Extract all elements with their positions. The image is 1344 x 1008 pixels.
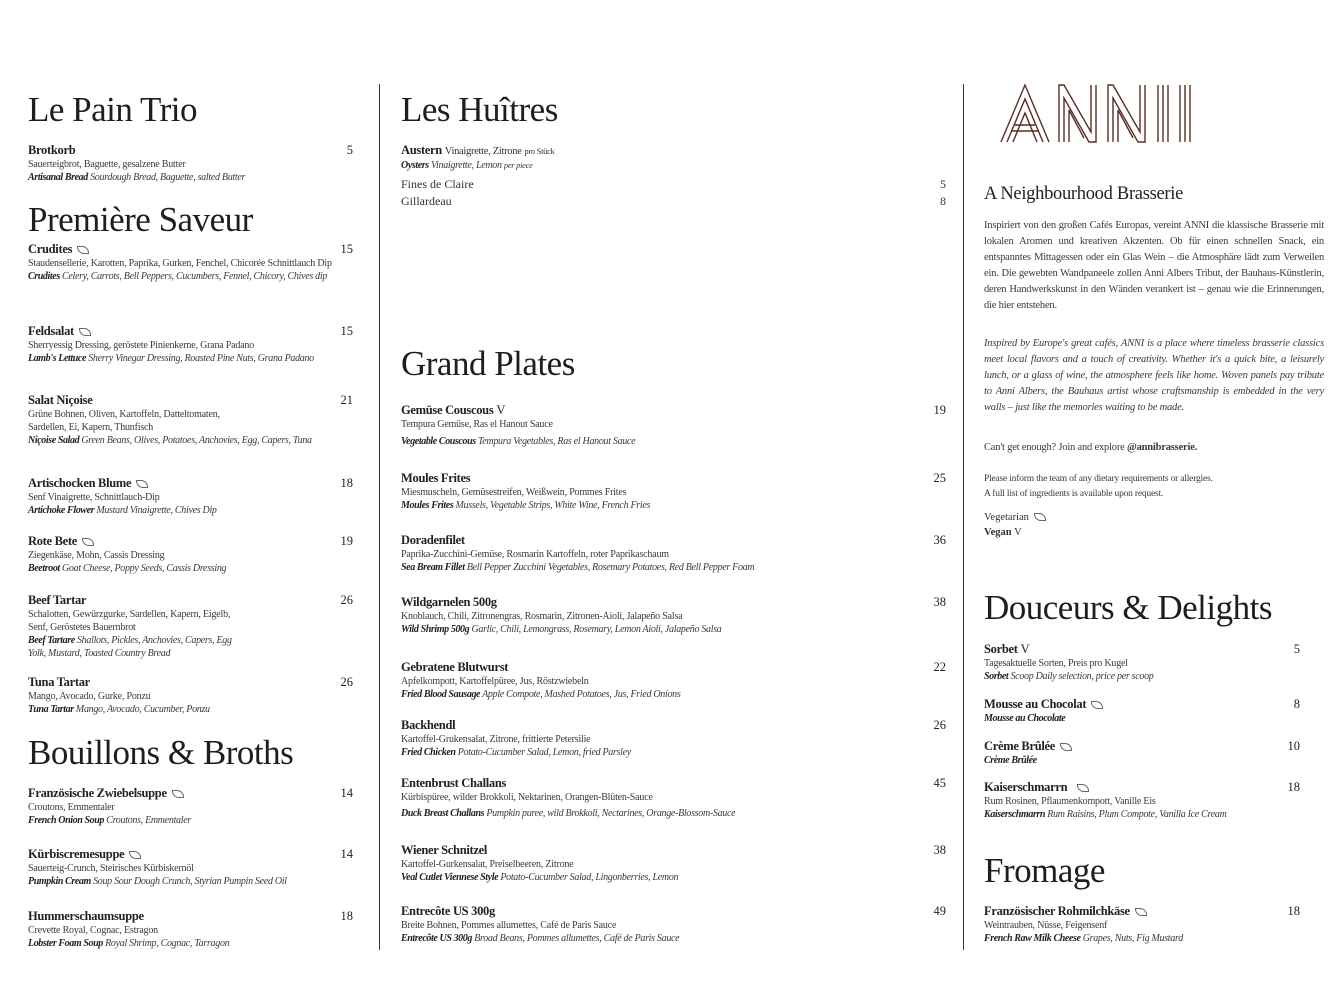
item-description-en: Artichoke Flower Mustard Vinaigrette, Chives Dip: [28, 505, 217, 516]
item-price: 22: [933, 660, 946, 674]
item-description-de: Miesmuscheln, Gemüsestreifen, Weißwein, Pommes Frites: [401, 487, 627, 498]
item-name: Kürbiscremesuppe: [28, 847, 353, 862]
item-price: 26: [340, 675, 353, 689]
item-price: 14: [340, 786, 353, 800]
item-description-de: Tagesaktuelle Sorten, Preis pro Kugel: [984, 658, 1128, 669]
item-description-en: Mousse au Chocolate: [984, 713, 1066, 724]
item-price: 14: [340, 847, 353, 861]
vegetarian-leaf-icon: [172, 790, 184, 798]
item-price: 18: [1287, 780, 1300, 794]
item-name: Gemüse Couscous V: [401, 403, 506, 417]
item-name: Entrecôte US 300g: [401, 904, 495, 918]
item-description-en: Sea Bream Fillet Bell Pepper Zucchini Vegetables, Rosemary Potatoes, Red Bell Pepper Foam: [401, 562, 755, 573]
column-divider-left: [379, 84, 380, 950]
item-name: Kaiserschmarrn: [984, 780, 1300, 795]
allergy-notice: Please inform the team of any dietary requirements or allergies. A full list of ingredients is available upon request.: [984, 474, 1213, 499]
item-price: 19: [340, 534, 353, 548]
item-price: 18: [340, 909, 353, 923]
section-title-cheese: Fromage: [984, 851, 1105, 890]
menu-item-blutwurst: [401, 660, 946, 701]
item-description-en: Veal Cutlet Viennese Style Potato-Cucumber Salad, Lingonberries, Lemon: [401, 872, 679, 883]
vegetarian-leaf-icon: [77, 246, 89, 254]
item-name: Sorbet V: [984, 642, 1030, 656]
item-description-de: Sauerteig-Crunch, Steirisches Kürbiskernöl: [28, 863, 194, 874]
item-description-de: Mango, Avocado, Gurke, Ponzu: [28, 691, 151, 702]
menu-item-brotkorb: [28, 143, 353, 184]
item-description-en: Niçoise Salad Green Beans, Olives, Potatoes, Anchovies, Egg, Capers, Tuna: [28, 435, 312, 446]
vegetarian-leaf-icon: [1060, 743, 1072, 751]
item-price: 21: [340, 393, 353, 407]
section-title-starters: Première Saveur: [28, 200, 253, 239]
item-name: Feldsalat: [28, 324, 353, 339]
menu-item-moules-frites: [401, 471, 946, 512]
item-name: Hummerschaumsuppe: [28, 909, 144, 923]
vegetarian-leaf-icon: [1135, 908, 1147, 916]
middle-column: [401, 0, 946, 1008]
section-title-oysters: Les Huîtres: [401, 90, 558, 129]
menu-item-crudites: [28, 242, 353, 283]
menu-item-rohmilchkaese: [984, 904, 1300, 945]
item-name: Mousse au Chocolat: [984, 697, 1300, 712]
item-price: 45: [933, 776, 946, 790]
item-name: Salat Niçoise: [28, 393, 93, 407]
item-price: 15: [340, 242, 353, 256]
item-description-de: Crevette Royal, Cognac, Estragon: [28, 925, 158, 936]
menu-item-beef-tartar: [28, 593, 353, 660]
item-description-en: Crudites Celery, Carrots, Bell Peppers, Cucumbers, Fennel, Chicory, Chives dip: [28, 271, 328, 282]
item-description-de: Tempura Gemüse, Ras el Hanout Sauce: [401, 419, 553, 430]
item-description-en: Crème Brûlée: [984, 755, 1037, 766]
vegetarian-leaf-icon: [1091, 701, 1103, 709]
item-description-en: Beef Tartare Shallots, Pickles, Anchovies, Capers, Egg Yolk, Mustard, Toasted Country Bread: [28, 635, 232, 659]
item-description-en: Entrecôte US 300g Broad Beans, Pommes allumettes, Café de Paris Sauce: [401, 933, 680, 944]
left-column: [28, 0, 353, 1008]
oyster-option-gillardeau: Gillardeau 8: [401, 194, 946, 208]
menu-item-wiener-schnitzel: [401, 843, 946, 884]
item-description-en: Moules Frites Mussels, Vegetable Strips, White Wine, French Fries: [401, 500, 651, 511]
item-description-en: Fried Blood Sausage Apple Compote, Mashed Potatoes, Jus, Fried Onions: [401, 689, 681, 700]
vegetarian-leaf-icon: [1077, 784, 1089, 792]
section-title-desserts: Douceurs & Delights: [984, 588, 1272, 627]
item-price: 18: [340, 476, 353, 490]
menu-item-rote-bete: [28, 534, 353, 575]
item-description-de: Knoblauch, Chili, Zitronengras, Rosmarin, Zitronen-Aioli, Jalapeño Salsa: [401, 611, 683, 622]
item-price: 26: [933, 718, 946, 732]
item-name: Doradenfilet: [401, 533, 465, 547]
section-title-grand-plates: Grand Plates: [401, 344, 575, 383]
item-price: 18: [1287, 904, 1300, 918]
menu-item-tuna-tartar: [28, 675, 353, 716]
item-name: Beef Tartar: [28, 593, 87, 607]
legend-vegetarian: Vegetarian: [984, 510, 1046, 525]
oyster-option-fines-de-claire: Fines de Claire 5: [401, 177, 946, 191]
item-price: 49: [933, 904, 946, 918]
item-description-en: Artisanal Bread Sourdough Bread, Baguette, salted Butter: [28, 172, 246, 183]
menu-item-wildgarnelen: [401, 595, 946, 636]
item-price: 8: [1293, 697, 1300, 711]
item-description-en: Duck Breast Challans Pumpkin puree, wild Brokkoli, Nectarines, Orange-Blossom-Sauce: [401, 808, 736, 819]
item-description-de: Apfelkompott, Kartoffelpüree, Jus, Röstzwiebeln: [401, 676, 589, 687]
right-column: [984, 0, 1324, 1008]
item-name: Wiener Schnitzel: [401, 843, 488, 857]
item-price: 10: [1287, 739, 1300, 753]
item-description-en: Tuna Tartar Mango, Avocado, Cucumber, Ponzu: [28, 704, 210, 715]
item-description-en: Beetroot Goat Cheese, Poppy Seeds, Cassis Dressing: [28, 563, 227, 574]
item-description-en: Wild Shrimp 500g Garlic, Chili, Lemongrass, Rosemary, Lemon Aioli, Jalapeño Salsa: [401, 624, 722, 635]
social-line: Can't get enough? Join and explore @annibrasserie.: [984, 442, 1198, 453]
item-name: Crème Brûlée: [984, 739, 1300, 754]
vegetarian-leaf-icon: [82, 538, 94, 546]
item-description-de: Schalotten, Gewürzgurke, Sardellen, Kapern, Eigelb, Senf, Geröstetes Bauernbrot: [28, 609, 231, 633]
item-price: 15: [340, 324, 353, 338]
section-title-soups: Bouillons & Broths: [28, 733, 294, 772]
brand-tagline: A Neighbourhood Brasserie: [984, 184, 1184, 204]
item-name: Backhendl: [401, 718, 456, 732]
instagram-handle-link[interactable]: @annibrasserie.: [1127, 442, 1198, 453]
menu-item-entrecote: [401, 904, 946, 945]
menu-item-backhendl: [401, 718, 946, 759]
menu-item-artischocken: [28, 476, 353, 517]
intro-text-de: Inspiriert von den großen Cafés Europas, vereint ANNI die klassische Brasserie mit lokalen Aromen und kreativen Akzenten. Ob für einen schnellen Snack, ein entspanntes Mittagessen oder ein Glas Wein – die Atmosphäre lädt zum Verweilen ein. Die gewebten Wandpaneele zollen Anni Albers Tribut, der Bauhaus-Künstlerin, deren Handwerkskunst in den Wänden verankert ist – genau wie die Erinnerungen, die hier entstehen.: [984, 220, 1324, 311]
item-name: Französischer Rohmilchkäse: [984, 904, 1300, 919]
vegetarian-leaf-icon: [136, 480, 148, 488]
item-description-en: Kaiserschmarrn Rum Raisins, Plum Compote, Vanilla Ice Cream: [984, 809, 1227, 820]
item-name: Moules Frites: [401, 471, 471, 485]
item-price: 25: [933, 471, 946, 485]
item-description-de: Kürbispüree, wilder Brokkoli, Nektarinen, Orangen-Blüten-Sauce: [401, 792, 653, 803]
item-name: Wildgarnelen 500g: [401, 595, 497, 609]
item-description-de: Paprika-Zucchini-Gemüse, Rosmarin Kartoffeln, roter Paprikaschaum: [401, 549, 669, 560]
item-description-en: Vegetable Couscous Tempura Vegetables, Ras el Hanout Sauce: [401, 436, 636, 447]
item-description-en: French Onion Soup Croutons, Emmentaler: [28, 815, 191, 826]
menu-item-sorbet: [984, 642, 1300, 683]
menu-item-doradenfilet: [401, 533, 946, 574]
menu-item-kaiserschmarrn: [984, 780, 1300, 821]
item-description-de: Kartoffel-Grukensalat, Zitrone, frittierte Petersilie: [401, 734, 591, 745]
item-price: 19: [933, 403, 946, 417]
item-description-de: Ziegenkäse, Mohn, Cassis Dressing: [28, 550, 165, 561]
menu-item-kuerbiscremesuppe: [28, 847, 353, 888]
item-description-en: Oysters Vinaigrette, Lemon per piece: [401, 160, 533, 171]
vegetarian-leaf-icon: [79, 328, 91, 336]
item-description-de: Kartoffel-Gurkensalat, Preiselbeeren, Zitrone: [401, 859, 574, 870]
item-price: 36: [933, 533, 946, 547]
menu-item-zwiebelsuppe: [28, 786, 353, 827]
item-description-en: Lobster Foam Soup Royal Shrimp, Cognac, Tarragon: [28, 938, 230, 949]
item-price: 38: [933, 843, 946, 857]
item-description-en: Sorbet Scoop Daily selection, price per scoop: [984, 671, 1154, 682]
item-description-de: Staudensellerie, Karotten, Paprika, Gurken, Fenchel, Chicorée Schnittlauch Dip: [28, 258, 332, 269]
anni-logo: [998, 82, 1223, 144]
item-description-de: Sauerteigbrot, Baguette, gesalzene Butter: [28, 159, 186, 170]
item-price: 5: [346, 143, 353, 157]
item-description-en: French Raw Milk Cheese Grapes, Nuts, Fig Mustard: [984, 933, 1183, 944]
vegetarian-leaf-icon: [129, 851, 141, 859]
item-name: Rote Bete: [28, 534, 353, 549]
item-description-en: Pumpkin Cream Soup Sour Dough Crunch, Styrian Pumpin Seed Oil: [28, 876, 287, 887]
menu-item-mousse: [984, 697, 1300, 725]
intro-text-en: Inspired by Europe's great cafés, ANNI is a place where timeless brasserie classics meet local flavors and a touch of creativity. Whether it's a quick bite, a leisurely lunch, or a glass of wine, the atmosphere feels like home. Woven panels pay tribute to Anni Albers, the Bauhaus artist whose craftsmanship is embedded in the very walls – just like the memories waiting to be made.: [984, 338, 1324, 413]
menu-item-austern: [401, 143, 946, 172]
item-description-en: Lamb's Lettuce Sherry Vinegar Dressing, Roasted Pine Nuts, Grana Padano: [28, 353, 314, 364]
item-name: Artischocken Blume: [28, 476, 353, 491]
item-description-de: Sherryessig Dressing, geröstete Pinienkerne, Grana Padano: [28, 340, 255, 351]
item-name: Tuna Tartar: [28, 675, 90, 689]
menu-item-couscous: [401, 403, 946, 448]
item-description-de: Grüne Bohnen, Oliven, Kartoffeln, Datteltomaten, Sardellen, Ei, Kapern, Thunfisch: [28, 409, 220, 433]
column-divider-right: [963, 84, 964, 950]
section-title-bread: Le Pain Trio: [28, 90, 198, 129]
item-description-de: Weintrauben, Nüsse, Feigensenf: [984, 920, 1108, 931]
item-name: Austern Vinaigrette, Zitrone pro Stück: [401, 143, 555, 157]
item-name: Französische Zwiebelsuppe: [28, 786, 353, 801]
menu-item-salat-nicoise: [28, 393, 353, 447]
item-name: Entenbrust Challans: [401, 776, 507, 790]
item-description-de: Croutons, Emmentaler: [28, 802, 115, 813]
legend-vegan: Vegan V: [984, 527, 1022, 538]
vegetarian-leaf-icon: [1034, 513, 1046, 521]
item-name: Crudites: [28, 242, 353, 257]
item-name: Brotkorb: [28, 143, 76, 157]
item-name: Gebratene Blutwurst: [401, 660, 509, 674]
item-price: 5: [1293, 642, 1300, 656]
item-description-de: Senf Vinaigrette, Schnittlauch-Dip: [28, 492, 160, 503]
menu-item-feldsalat: [28, 324, 353, 365]
menu-item-creme-brulee: [984, 739, 1300, 767]
item-description-en: Fried Chicken Potato-Cucumber Salad, Lemon, fried Parsley: [401, 747, 631, 758]
item-price: 38: [933, 595, 946, 609]
item-description-de: Rum Rosinen, Pflaumenkompott, Vanille Eis: [984, 796, 1156, 807]
item-description-de: Breite Bohnen, Pommes allumettes, Café de Paris Sauce: [401, 920, 617, 931]
menu-item-entenbrust: [401, 776, 946, 820]
item-price: 26: [340, 593, 353, 607]
menu-item-hummerschaumsuppe: [28, 909, 353, 950]
